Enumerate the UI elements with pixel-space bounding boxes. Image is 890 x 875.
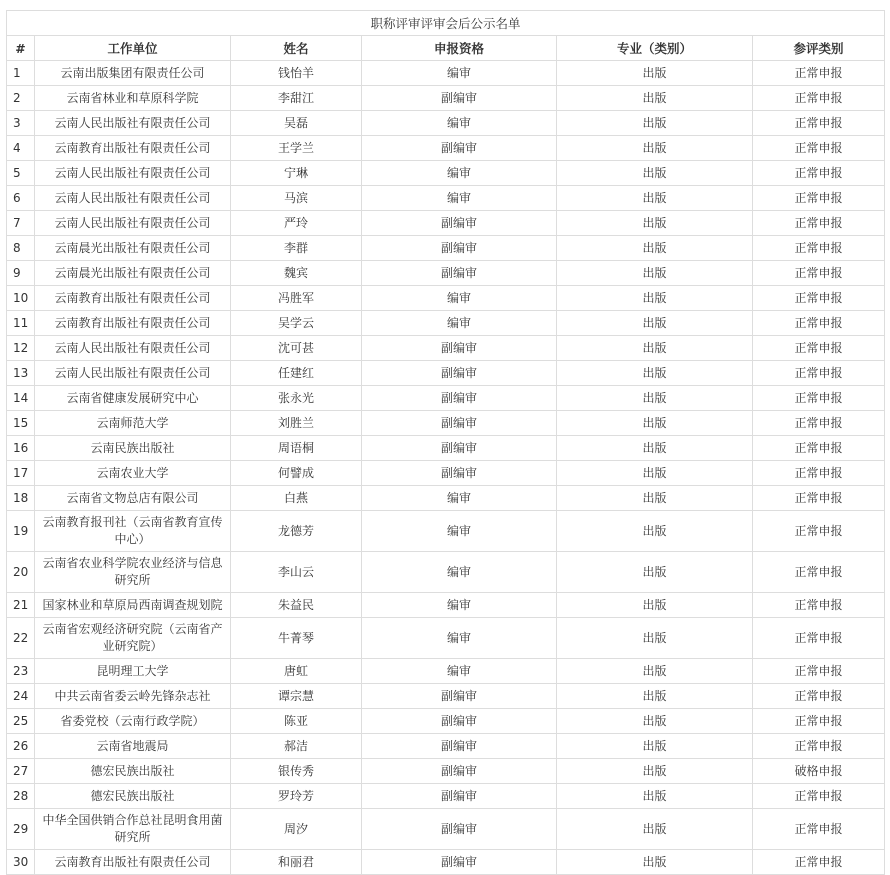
- table-title-row: [7, 11, 885, 36]
- cell-name: 谭宗慧: [231, 684, 362, 709]
- cell-category: 正常申报: [753, 386, 885, 411]
- cell-major: 出版: [557, 211, 753, 236]
- header-qualification: 申报资格: [362, 36, 557, 61]
- cell-category: 正常申报: [753, 236, 885, 261]
- cell-unit: 云南省健康发展研究中心: [35, 386, 231, 411]
- table-row: [7, 461, 885, 486]
- cell-unit: 云南人民出版社有限责任公司: [35, 361, 231, 386]
- cell-major: 出版: [557, 161, 753, 186]
- cell-category: 正常申报: [753, 361, 885, 386]
- cell-qualification: 编审: [362, 186, 557, 211]
- table-row: [7, 86, 885, 111]
- cell-name: 冯胜军: [231, 286, 362, 311]
- cell-major: 出版: [557, 461, 753, 486]
- cell-category: 正常申报: [753, 411, 885, 436]
- cell-index: 16: [7, 436, 35, 461]
- cell-category: 正常申报: [753, 709, 885, 734]
- cell-unit: 云南人民出版社有限责任公司: [35, 211, 231, 236]
- cell-unit: 国家林业和草原局西南调查规划院: [35, 593, 231, 618]
- cell-name: 陈亚: [231, 709, 362, 734]
- cell-unit: 云南人民出版社有限责任公司: [35, 111, 231, 136]
- table-row: [7, 336, 885, 361]
- cell-index: 1: [7, 61, 35, 86]
- cell-unit: 云南农业大学: [35, 461, 231, 486]
- cell-unit: 云南人民出版社有限责任公司: [35, 336, 231, 361]
- cell-category: 正常申报: [753, 311, 885, 336]
- cell-index: 21: [7, 593, 35, 618]
- cell-unit: 云南教育出版社有限责任公司: [35, 286, 231, 311]
- cell-index: 20: [7, 552, 35, 593]
- table-title: 职称评审评审会后公示名单: [7, 11, 885, 36]
- cell-category: 正常申报: [753, 618, 885, 659]
- cell-index: 12: [7, 336, 35, 361]
- cell-index: 10: [7, 286, 35, 311]
- cell-major: 出版: [557, 759, 753, 784]
- cell-unit: 云南人民出版社有限责任公司: [35, 186, 231, 211]
- cell-major: 出版: [557, 336, 753, 361]
- table-row: [7, 186, 885, 211]
- cell-category: 破格申报: [753, 759, 885, 784]
- cell-unit: 中共云南省委云岭先锋杂志社: [35, 684, 231, 709]
- cell-major: 出版: [557, 61, 753, 86]
- cell-name: 郝洁: [231, 734, 362, 759]
- cell-name: 宁琳: [231, 161, 362, 186]
- header-unit: 工作单位: [35, 36, 231, 61]
- cell-name: 马滨: [231, 186, 362, 211]
- cell-major: 出版: [557, 436, 753, 461]
- cell-category: 正常申报: [753, 659, 885, 684]
- cell-category: 正常申报: [753, 734, 885, 759]
- cell-index: 2: [7, 86, 35, 111]
- cell-qualification: 副编审: [362, 784, 557, 809]
- table-body: [7, 61, 885, 875]
- cell-major: 出版: [557, 511, 753, 552]
- cell-unit: 云南民族出版社: [35, 436, 231, 461]
- cell-unit: 云南出版集团有限责任公司: [35, 61, 231, 86]
- table-row: [7, 361, 885, 386]
- cell-qualification: 编审: [362, 311, 557, 336]
- cell-unit: 省委党校（云南行政学院）: [35, 709, 231, 734]
- cell-unit: 云南晨光出版社有限责任公司: [35, 261, 231, 286]
- cell-name: 魏宾: [231, 261, 362, 286]
- table-row: [7, 436, 885, 461]
- table-row: [7, 136, 885, 161]
- cell-unit: 云南省农业科学院农业经济与信息研究所: [35, 552, 231, 593]
- cell-name: 吴磊: [231, 111, 362, 136]
- cell-index: 7: [7, 211, 35, 236]
- cell-category: 正常申报: [753, 111, 885, 136]
- cell-major: 出版: [557, 236, 753, 261]
- table-row: [7, 311, 885, 336]
- cell-category: 正常申报: [753, 186, 885, 211]
- cell-name: 何譬成: [231, 461, 362, 486]
- cell-index: 24: [7, 684, 35, 709]
- cell-category: 正常申报: [753, 784, 885, 809]
- table-row: [7, 759, 885, 784]
- cell-name: 周汐: [231, 809, 362, 850]
- cell-major: 出版: [557, 809, 753, 850]
- publication-wrapper: [6, 10, 884, 875]
- cell-major: 出版: [557, 111, 753, 136]
- cell-category: 正常申报: [753, 136, 885, 161]
- cell-qualification: 副编审: [362, 436, 557, 461]
- cell-qualification: 副编审: [362, 336, 557, 361]
- cell-qualification: 副编审: [362, 236, 557, 261]
- cell-name: 和丽君: [231, 850, 362, 875]
- table-row: [7, 784, 885, 809]
- cell-unit: 云南省文物总店有限公司: [35, 486, 231, 511]
- table-header-row: [7, 36, 885, 61]
- table-row: [7, 593, 885, 618]
- cell-unit: 云南教育出版社有限责任公司: [35, 850, 231, 875]
- cell-index: 28: [7, 784, 35, 809]
- cell-category: 正常申报: [753, 593, 885, 618]
- cell-unit: 云南教育出版社有限责任公司: [35, 311, 231, 336]
- cell-category: 正常申报: [753, 850, 885, 875]
- cell-unit: 德宏民族出版社: [35, 784, 231, 809]
- table-row: [7, 809, 885, 850]
- cell-name: 李山云: [231, 552, 362, 593]
- cell-index: 4: [7, 136, 35, 161]
- cell-qualification: 编审: [362, 511, 557, 552]
- cell-unit: 云南省地震局: [35, 734, 231, 759]
- cell-unit: 中华全国供销合作总社昆明食用菌研究所: [35, 809, 231, 850]
- cell-index: 15: [7, 411, 35, 436]
- cell-major: 出版: [557, 311, 753, 336]
- cell-major: 出版: [557, 186, 753, 211]
- cell-index: 30: [7, 850, 35, 875]
- table-row: [7, 552, 885, 593]
- cell-qualification: 编审: [362, 111, 557, 136]
- cell-major: 出版: [557, 286, 753, 311]
- table-row: [7, 111, 885, 136]
- cell-name: 朱益民: [231, 593, 362, 618]
- cell-unit: 云南教育报刊社（云南省教育宣传中心）: [35, 511, 231, 552]
- cell-unit: 云南晨光出版社有限责任公司: [35, 236, 231, 261]
- header-category: 参评类别: [753, 36, 885, 61]
- cell-category: 正常申报: [753, 552, 885, 593]
- cell-category: 正常申报: [753, 61, 885, 86]
- table-row: [7, 61, 885, 86]
- cell-category: 正常申报: [753, 261, 885, 286]
- cell-category: 正常申报: [753, 86, 885, 111]
- cell-qualification: 副编审: [362, 386, 557, 411]
- cell-category: 正常申报: [753, 511, 885, 552]
- cell-qualification: 副编审: [362, 86, 557, 111]
- cell-qualification: 副编审: [362, 261, 557, 286]
- cell-unit: 德宏民族出版社: [35, 759, 231, 784]
- cell-category: 正常申报: [753, 336, 885, 361]
- cell-name: 牛菁琴: [231, 618, 362, 659]
- cell-qualification: 副编审: [362, 136, 557, 161]
- table-row: [7, 684, 885, 709]
- cell-qualification: 副编审: [362, 809, 557, 850]
- cell-category: 正常申报: [753, 436, 885, 461]
- table-row: [7, 286, 885, 311]
- cell-index: 11: [7, 311, 35, 336]
- cell-index: 6: [7, 186, 35, 211]
- cell-major: 出版: [557, 86, 753, 111]
- cell-qualification: 编审: [362, 593, 557, 618]
- cell-qualification: 编审: [362, 161, 557, 186]
- table-row: [7, 618, 885, 659]
- cell-major: 出版: [557, 734, 753, 759]
- cell-major: 出版: [557, 618, 753, 659]
- cell-index: 29: [7, 809, 35, 850]
- cell-qualification: 副编审: [362, 411, 557, 436]
- cell-major: 出版: [557, 261, 753, 286]
- cell-name: 唐虹: [231, 659, 362, 684]
- cell-category: 正常申报: [753, 461, 885, 486]
- cell-index: 25: [7, 709, 35, 734]
- cell-unit: 云南师范大学: [35, 411, 231, 436]
- cell-name: 严玲: [231, 211, 362, 236]
- cell-name: 罗玲芳: [231, 784, 362, 809]
- table-row: [7, 486, 885, 511]
- cell-major: 出版: [557, 709, 753, 734]
- cell-unit: 云南人民出版社有限责任公司: [35, 161, 231, 186]
- cell-unit: 云南省林业和草原科学院: [35, 86, 231, 111]
- cell-name: 龙德芳: [231, 511, 362, 552]
- cell-name: 银传秀: [231, 759, 362, 784]
- cell-category: 正常申报: [753, 161, 885, 186]
- cell-major: 出版: [557, 684, 753, 709]
- cell-index: 23: [7, 659, 35, 684]
- cell-major: 出版: [557, 136, 753, 161]
- cell-qualification: 编审: [362, 659, 557, 684]
- cell-unit: 云南教育出版社有限责任公司: [35, 136, 231, 161]
- cell-name: 李群: [231, 236, 362, 261]
- cell-index: 26: [7, 734, 35, 759]
- cell-category: 正常申报: [753, 809, 885, 850]
- table-row: [7, 411, 885, 436]
- cell-name: 张永光: [231, 386, 362, 411]
- cell-major: 出版: [557, 386, 753, 411]
- cell-qualification: 副编审: [362, 361, 557, 386]
- header-major: 专业（类别）: [557, 36, 753, 61]
- cell-index: 19: [7, 511, 35, 552]
- table-row: [7, 659, 885, 684]
- cell-qualification: 编审: [362, 486, 557, 511]
- cell-name: 钱怡羊: [231, 61, 362, 86]
- cell-qualification: 编审: [362, 618, 557, 659]
- cell-major: 出版: [557, 659, 753, 684]
- cell-index: 9: [7, 261, 35, 286]
- cell-index: 3: [7, 111, 35, 136]
- cell-major: 出版: [557, 593, 753, 618]
- cell-major: 出版: [557, 486, 753, 511]
- cell-qualification: 编审: [362, 61, 557, 86]
- cell-index: 22: [7, 618, 35, 659]
- table-row: [7, 734, 885, 759]
- cell-qualification: 编审: [362, 286, 557, 311]
- cell-qualification: 副编审: [362, 734, 557, 759]
- cell-major: 出版: [557, 850, 753, 875]
- header-name: 姓名: [231, 36, 362, 61]
- cell-index: 14: [7, 386, 35, 411]
- cell-index: 17: [7, 461, 35, 486]
- cell-qualification: 副编审: [362, 461, 557, 486]
- table-row: [7, 709, 885, 734]
- cell-name: 任建红: [231, 361, 362, 386]
- cell-category: 正常申报: [753, 684, 885, 709]
- cell-major: 出版: [557, 361, 753, 386]
- cell-index: 18: [7, 486, 35, 511]
- cell-major: 出版: [557, 784, 753, 809]
- cell-category: 正常申报: [753, 486, 885, 511]
- table-row: [7, 236, 885, 261]
- table-row: [7, 261, 885, 286]
- cell-unit: 昆明理工大学: [35, 659, 231, 684]
- table-row: [7, 161, 885, 186]
- cell-major: 出版: [557, 411, 753, 436]
- cell-name: 白燕: [231, 486, 362, 511]
- cell-name: 沈可甚: [231, 336, 362, 361]
- table-row: [7, 386, 885, 411]
- cell-qualification: 副编审: [362, 850, 557, 875]
- cell-index: 13: [7, 361, 35, 386]
- cell-index: 8: [7, 236, 35, 261]
- cell-qualification: 副编审: [362, 709, 557, 734]
- cell-name: 王学兰: [231, 136, 362, 161]
- cell-index: 5: [7, 161, 35, 186]
- cell-qualification: 编审: [362, 552, 557, 593]
- cell-index: 27: [7, 759, 35, 784]
- header-index: #: [7, 36, 35, 61]
- table-row: [7, 211, 885, 236]
- results-table: [6, 10, 885, 875]
- cell-name: 刘胜兰: [231, 411, 362, 436]
- cell-qualification: 副编审: [362, 684, 557, 709]
- table-row: [7, 511, 885, 552]
- cell-name: 李甜江: [231, 86, 362, 111]
- cell-category: 正常申报: [753, 211, 885, 236]
- cell-name: 周语桐: [231, 436, 362, 461]
- cell-unit: 云南省宏观经济研究院（云南省产业研究院）: [35, 618, 231, 659]
- cell-major: 出版: [557, 552, 753, 593]
- cell-category: 正常申报: [753, 286, 885, 311]
- cell-name: 吴学云: [231, 311, 362, 336]
- cell-qualification: 副编审: [362, 759, 557, 784]
- table-row: [7, 850, 885, 875]
- cell-qualification: 副编审: [362, 211, 557, 236]
